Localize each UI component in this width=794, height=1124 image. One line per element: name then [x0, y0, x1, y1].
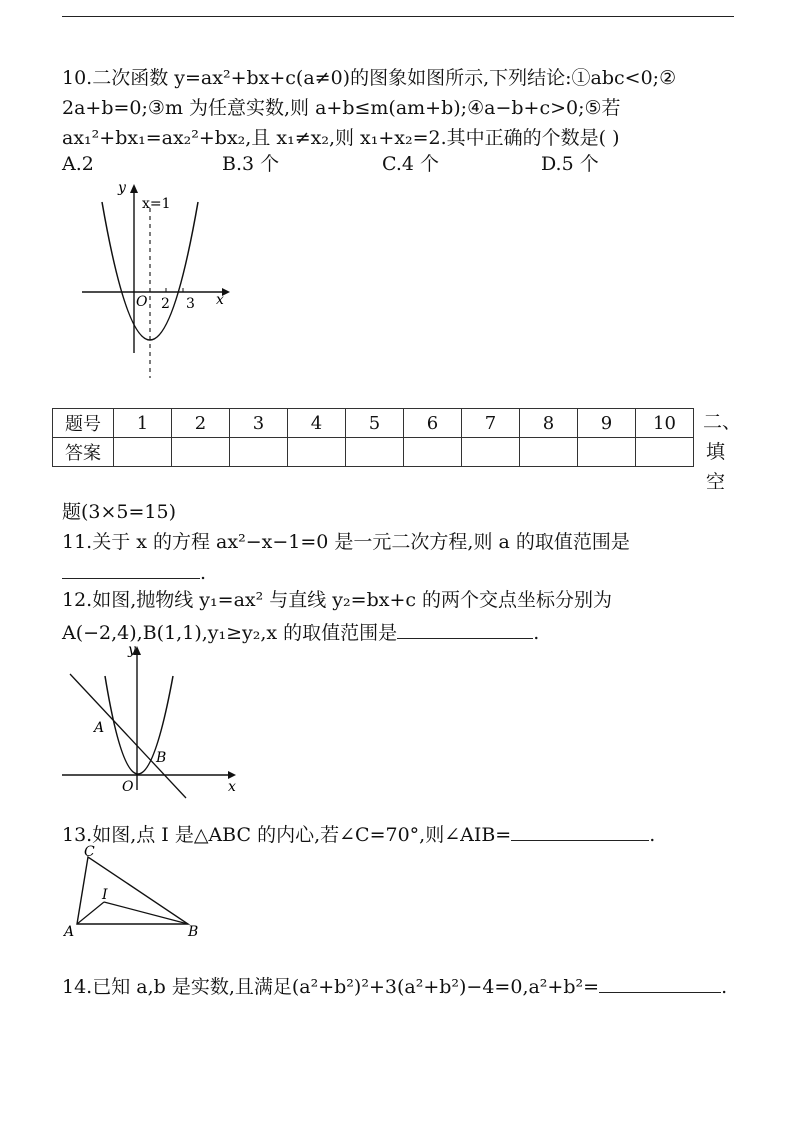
q10-y-label: y — [118, 180, 126, 196]
section-heading-char-3: 空 — [706, 471, 726, 493]
q12-figure — [60, 640, 250, 800]
answer-table-number-8: 8 — [520, 409, 578, 438]
q12-end: . — [533, 622, 540, 644]
answer-table-number-7: 7 — [462, 409, 520, 438]
q12-point-b-label: B — [156, 750, 167, 766]
q10-parabola-figure — [82, 178, 242, 388]
q12-text-1: 12.如图,抛物线 y₁=ax² 与直线 y₂=bx+c 的两个交点坐标分别为 — [62, 589, 613, 611]
header-rule — [62, 16, 734, 17]
section-heading-rest: 题(3×5=15) — [62, 501, 177, 523]
q12-x-arrow — [228, 771, 236, 779]
q14-end: . — [721, 976, 728, 998]
answer-table-header-row — [53, 409, 694, 438]
answer-table-number-9: 9 — [578, 409, 636, 438]
section-heading-char-2: 填 — [706, 441, 726, 463]
q11-text: 11.关于 x 的方程 ax²−x−1=0 是一元二次方程,则 a 的取值范围是 — [62, 531, 630, 553]
q14-text: 14.已知 a,b 是实数,且满足(a²+b²)²+3(a²+b²)−4=0,a²+b²= — [62, 976, 600, 998]
q10-tick-2-label: 2 — [161, 296, 170, 312]
answer-cell-4[interactable] — [288, 438, 346, 467]
q10-option-c: C.4 个 — [382, 153, 440, 175]
answer-table-header-label: 题号 — [53, 409, 114, 438]
answer-cell-1[interactable] — [114, 438, 172, 467]
q14-answer-blank[interactable] — [599, 972, 721, 993]
answer-table-number-3: 3 — [230, 409, 288, 438]
answer-table — [52, 408, 694, 467]
q10-x-label: x — [216, 292, 224, 308]
q12-point-a-label: A — [94, 720, 105, 736]
q10-line-3 — [62, 126, 620, 150]
q10-symmetry-label: x=1 — [142, 196, 171, 212]
answer-cell-10[interactable] — [636, 438, 694, 467]
q11-end: . — [200, 562, 207, 584]
q12-y-label: y — [128, 642, 136, 658]
answer-cell-6[interactable] — [404, 438, 462, 467]
q13-segment-bi — [104, 902, 188, 924]
answer-cell-2[interactable] — [172, 438, 230, 467]
q10-y-arrow — [130, 184, 138, 193]
q10-text-2: 2a+b=0;③m 为任意实数,则 a+b≤m(am+b);④a−b+c>0;⑤若 — [62, 97, 621, 119]
q13-label-a: A — [64, 924, 75, 940]
q10-text-1: 10.二次函数 y=ax²+bx+c(a≠0)的图象如图所示,下列结论:①abc<0;② — [62, 67, 677, 89]
q13-text: 13.如图,点 I 是△ABC 的内心,若∠C=70°,则∠AIB= — [62, 824, 512, 846]
q13-triangle — [77, 857, 188, 924]
q10-tick-3-label: 3 — [186, 296, 195, 312]
q13-label-c: C — [84, 844, 95, 860]
q13-end: . — [649, 824, 656, 846]
answer-table-number-10: 10 — [636, 409, 694, 438]
answer-cell-3[interactable] — [230, 438, 288, 467]
q11-line-1 — [62, 530, 734, 554]
answer-cell-5[interactable] — [346, 438, 404, 467]
answer-table-number-1: 1 — [114, 409, 172, 438]
answer-cell-8[interactable] — [520, 438, 578, 467]
q12-line-1 — [62, 588, 734, 612]
q11-answer-line — [62, 558, 206, 585]
answer-table-number-2: 2 — [172, 409, 230, 438]
q10-line-2 — [62, 96, 734, 120]
q12-answer-blank[interactable] — [397, 618, 533, 639]
answer-table-answer-label: 答案 — [53, 438, 114, 467]
answer-table-answer-row — [53, 438, 694, 467]
answer-table-number-4: 4 — [288, 409, 346, 438]
q13-answer-blank[interactable] — [511, 820, 649, 841]
answer-cell-9[interactable] — [578, 438, 636, 467]
q10-origin-label: O — [136, 294, 148, 310]
q10-option-d: D.5 个 — [541, 153, 599, 175]
q10-line-1 — [62, 66, 734, 90]
q13-triangle-figure — [60, 842, 210, 942]
q12-origin-label: O — [122, 779, 134, 795]
answer-cell-7[interactable] — [462, 438, 520, 467]
answer-table-number-6: 6 — [404, 409, 462, 438]
answer-table-number-5: 5 — [346, 409, 404, 438]
q10-option-a: A.2 — [62, 153, 94, 175]
q13-label-i: I — [102, 887, 108, 903]
section-heading-char-1: 二、 — [703, 411, 742, 433]
q13-segment-ai — [77, 902, 104, 924]
q10-parabola — [102, 202, 198, 340]
q12-text-2: A(−2,4),B(1,1),y₁≥y₂,x 的取值范围是 — [62, 622, 398, 644]
q12-x-label: x — [228, 779, 236, 795]
q14-line-1 — [62, 972, 727, 999]
q13-label-b: B — [188, 924, 199, 940]
q11-answer-blank[interactable] — [62, 558, 200, 579]
q10-text-3: ax₁²+bx₁=ax₂²+bx₂,且 x₁≠x₂,则 x₁+x₂=2.其中正确的个数是( ) — [62, 127, 620, 149]
q10-option-b: B.3 个 — [222, 153, 280, 175]
